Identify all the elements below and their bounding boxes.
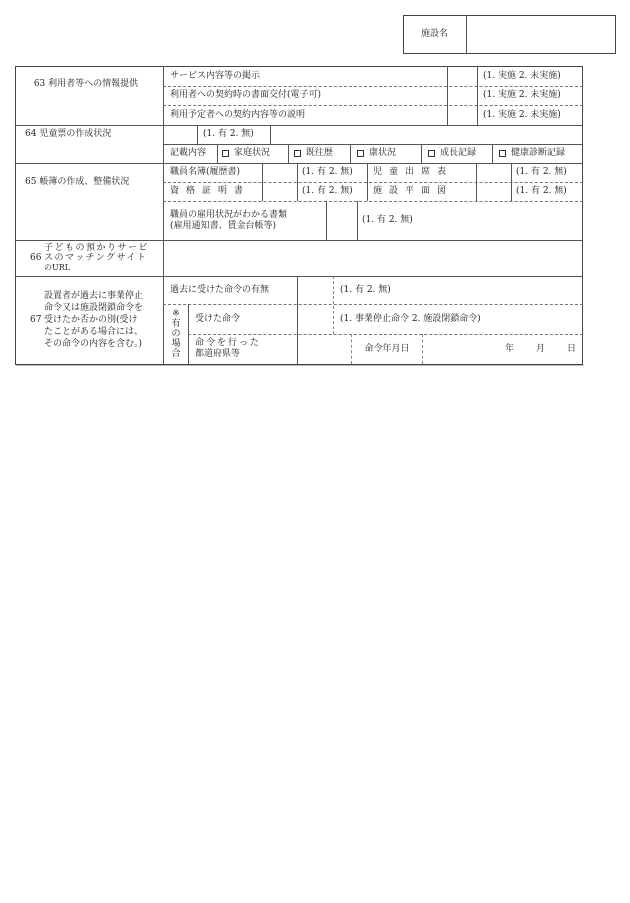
r67-past-order-options: (1. 有 2. 無) (340, 284, 391, 295)
row-66-num: 66 (30, 252, 42, 263)
facility-name-label: 施設名 (420, 29, 448, 39)
r65-employment-docs: 職員の雇用状況がわかる書類 (雇用通知書、賃金台帳等) (170, 209, 288, 231)
row-63-label: 63 利用者等への情報提供 (33, 79, 139, 89)
r65-floor-plan-options: (1. 有 2. 無) (516, 186, 567, 196)
check-medical-history[interactable]: 既往歴 (294, 144, 350, 163)
r67-prefecture-label: 命令を行った 都道府県等 (195, 338, 262, 359)
r65-floor-plan: 施設平面図 (373, 186, 454, 196)
r65-staff-roster: 職員名簿(履歴書) (170, 167, 241, 177)
r63-item-value[interactable] (448, 66, 477, 86)
r63-item-options: (1. 実施 2. 未実施) (483, 90, 561, 100)
row-67-num: 67 (30, 314, 42, 325)
r63-item-text: サービス内容等の掲示 (170, 70, 261, 81)
r65-employment-value[interactable] (327, 201, 357, 240)
r65-qualification-options: (1. 有 2. 無) (302, 186, 353, 196)
r67-received-options: (1. 事業停止命令 2. 施設閉鎖命令) (340, 313, 481, 324)
checkbox-icon[interactable] (357, 150, 364, 157)
row-66-label: 子どもの預かりサービ スのマッチングサイト のURL (44, 243, 150, 272)
r65-qualification: 資格証明書 (170, 186, 251, 196)
r63-item-text: 利用者への契約時の書面交付(電子可) (170, 90, 322, 100)
r65-staff-roster-options: (1. 有 2. 無) (302, 167, 353, 177)
row-65-label: 65 帳簿の作成、整備状況 (25, 177, 130, 187)
r67-prefecture-field[interactable] (298, 334, 351, 364)
r67-date-field[interactable]: 年 月 日 (504, 343, 576, 354)
check-growth-record[interactable]: 成長記録 (428, 144, 492, 163)
r67-received-value[interactable] (298, 304, 333, 334)
check-health-exam-record[interactable]: 健康診断記録 (499, 144, 582, 163)
r66-url-field[interactable] (164, 240, 582, 276)
r63-item-value[interactable] (448, 105, 477, 125)
row-67-label: 設置者が過去に事業停止 命令又は施設閉鎖命令を 受けたか否かの別(受け たことがある場合には、 その命令の内容を含む。) (44, 291, 144, 349)
r67-if-yes-note: ※ 有 の 場 合 (171, 309, 181, 359)
facility-name-field[interactable] (467, 15, 615, 54)
r65-floor-plan-value[interactable] (477, 182, 511, 201)
r65-staff-roster-value[interactable] (263, 163, 297, 182)
checkbox-icon[interactable] (428, 150, 435, 157)
checkbox-icon[interactable] (222, 150, 229, 157)
r64-options: (1. 有 2. 無) (203, 129, 254, 139)
row-64-label: 64 児童票の作成状況 (25, 129, 112, 139)
r67-received-label: 受けた命令 (195, 313, 241, 324)
r63-item-text: 利用予定者への契約内容等の説明 (170, 109, 306, 120)
checkbox-icon[interactable] (294, 150, 301, 157)
check-family-status[interactable]: 家庭状況 (222, 144, 288, 163)
r67-date-label: 命令年月日 (364, 343, 410, 354)
r64-value[interactable] (164, 125, 197, 144)
r63-item-value[interactable] (448, 86, 477, 105)
r67-past-order-label: 過去に受けた命令の有無 (170, 284, 270, 295)
r67-past-order-value[interactable] (298, 276, 333, 304)
r65-employment-options: (1. 有 2. 無) (362, 215, 413, 225)
r63-item-options: (1. 実施 2. 未実施) (483, 70, 561, 81)
r63-item-options: (1. 実施 2. 未実施) (483, 109, 561, 120)
r65-attendance-options: (1. 有 2. 無) (516, 167, 567, 177)
checkbox-icon[interactable] (499, 150, 506, 157)
r65-attendance: 児童出席表 (373, 167, 454, 177)
check-health-status[interactable]: 康状況 (357, 144, 421, 163)
r65-qualification-value[interactable] (263, 182, 297, 201)
r65-attendance-value[interactable] (477, 163, 511, 182)
r64-record-label: 記載内容 (170, 148, 207, 158)
